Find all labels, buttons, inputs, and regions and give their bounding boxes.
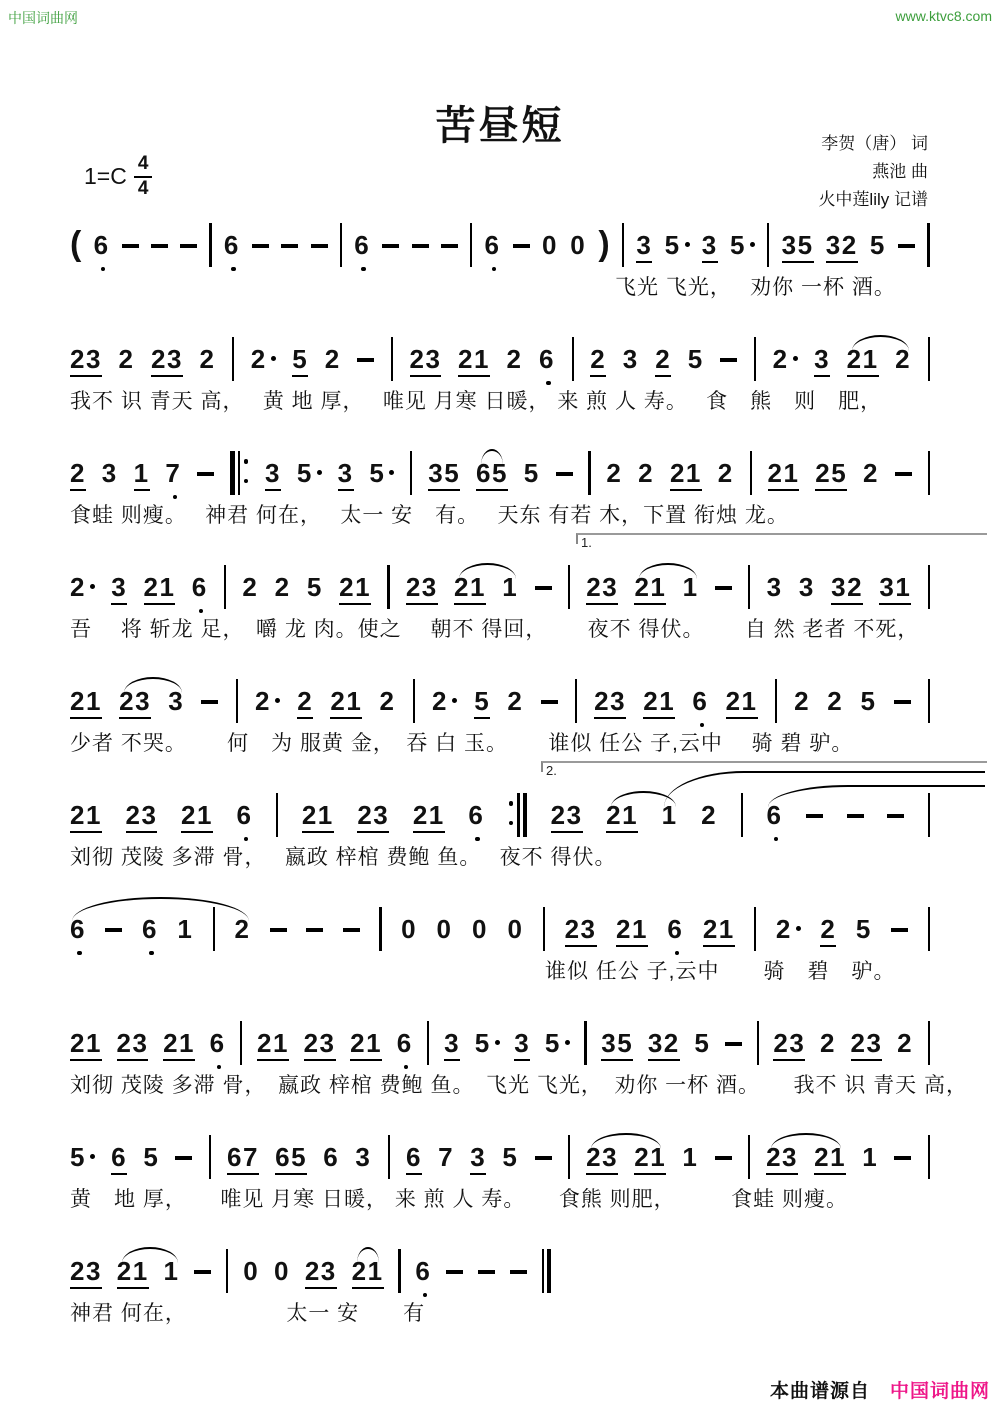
duration-dash — [270, 928, 287, 933]
note: 23 — [586, 574, 618, 605]
note: 21 — [70, 688, 102, 719]
note: 2 — [819, 1028, 836, 1058]
slur-arc — [852, 335, 909, 351]
note: 32 — [648, 1030, 680, 1061]
barline — [748, 565, 750, 609]
repeat-end-barline — [508, 793, 527, 833]
note: 23 — [119, 688, 151, 719]
note: 5 — [306, 572, 323, 602]
score-system — [70, 755, 930, 869]
note: 3 — [702, 232, 718, 263]
barline — [584, 1021, 586, 1065]
note: 6 — [111, 1144, 127, 1175]
note: 2 — [895, 344, 912, 374]
slur-arc — [768, 785, 985, 807]
duration-dash — [194, 1270, 211, 1275]
rest: 0 — [507, 914, 524, 944]
note: 23 — [151, 346, 183, 377]
note: 6 — [237, 802, 253, 833]
score-system — [70, 983, 969, 1097]
duration-dash — [720, 358, 737, 363]
time-denominator: 4 — [137, 177, 149, 199]
note: 23 — [304, 1030, 336, 1061]
duration-dash — [441, 244, 458, 249]
notation-line — [70, 983, 930, 1061]
note: 2 — [379, 686, 396, 716]
note: 2 — [432, 688, 457, 719]
note: 2 — [863, 458, 879, 488]
note: 5 — [694, 1028, 711, 1058]
note: 65 — [476, 460, 508, 491]
note: 23 — [117, 1030, 149, 1061]
score-system — [70, 527, 930, 641]
note: 3 — [101, 458, 118, 488]
note: 3 — [766, 572, 783, 602]
slur-arc — [122, 1247, 178, 1263]
note: 23 — [406, 574, 438, 605]
note: 21 — [181, 802, 213, 833]
note: 6 — [397, 1030, 413, 1061]
note: 3 — [265, 460, 281, 491]
site-name-link[interactable]: 中国词曲网 — [8, 10, 78, 26]
repeat-start-barline — [230, 451, 249, 491]
barline — [410, 451, 412, 495]
barline — [575, 679, 577, 723]
slur-arc — [771, 1133, 841, 1149]
barline — [572, 337, 574, 381]
note: 5 — [860, 686, 877, 716]
score-system — [70, 1211, 930, 1325]
duration-dash — [510, 1270, 527, 1275]
barline — [754, 337, 756, 381]
notation-line — [70, 185, 930, 263]
lyrics-line: 我不 识 青天 高， 黄 地 厚， 唯见 月寒 日暖， 来 煎 人 寿。 食 熊 则 肥， — [70, 390, 883, 413]
note: 21 — [163, 1030, 195, 1061]
barline — [775, 679, 777, 723]
slur-arc — [357, 1247, 379, 1263]
notation-line — [70, 1097, 930, 1175]
note: 5 — [545, 1030, 570, 1061]
score-system — [70, 1097, 930, 1211]
note: 2 — [776, 916, 801, 947]
duration-dash — [478, 1270, 495, 1275]
note: 23 — [565, 916, 597, 947]
parenthesis: ) — [598, 225, 610, 263]
duration-dash — [105, 928, 122, 933]
note: 1 — [134, 460, 150, 491]
duration-dash — [898, 244, 915, 249]
footer-source-text: 本曲谱源自 — [769, 1381, 870, 1402]
note: 3 — [444, 1030, 460, 1061]
barline — [750, 451, 752, 495]
note: 2 — [897, 1028, 914, 1058]
barline — [398, 1249, 400, 1293]
barline — [767, 223, 769, 267]
note: 25 — [815, 460, 847, 491]
note: 2 — [606, 458, 623, 488]
rest: 0 — [570, 230, 587, 260]
duration-dash — [412, 244, 429, 249]
note: 6 — [323, 1142, 340, 1172]
note: 23 — [851, 1030, 883, 1061]
slur-arc — [481, 449, 503, 465]
note: 67 — [227, 1144, 259, 1175]
note: 3 — [111, 574, 127, 605]
note: 3 — [338, 460, 354, 491]
note: 5 — [143, 1142, 160, 1172]
notation-line — [70, 641, 930, 719]
time-numerator: 4 — [134, 154, 153, 178]
note: 3 — [514, 1030, 530, 1061]
note: 2 — [274, 572, 291, 602]
note: 21 — [413, 802, 445, 833]
slur-arc — [639, 563, 697, 579]
note: 21 — [117, 1258, 149, 1289]
note: 23 — [357, 802, 389, 833]
note: 23 — [70, 1258, 102, 1289]
note: 2 — [590, 346, 606, 377]
note: 2 — [506, 344, 523, 374]
barline — [387, 565, 389, 609]
duration-dash — [343, 928, 360, 933]
note: 6 — [210, 1030, 226, 1061]
note: 6 — [766, 802, 782, 833]
duration-dash — [891, 928, 908, 933]
note: 23 — [126, 802, 158, 833]
lyrics-line: 飞光 飞光， 劝你 一杯 酒。 — [615, 276, 896, 299]
note: 3 — [622, 344, 639, 374]
note: 6 — [415, 1258, 431, 1289]
duration-dash — [175, 1156, 192, 1161]
note: 2 — [827, 686, 844, 716]
parenthesis: ( — [70, 225, 82, 263]
note: 5 — [687, 344, 704, 374]
note: 6 — [692, 688, 708, 719]
score-system — [70, 641, 930, 755]
note: 6 — [468, 802, 484, 833]
lyrics-line: 食蛙 则瘦。 神君 何在， 太一 安 有。 天东 有若 木，下置 衔烛 龙。 — [70, 504, 789, 527]
note: 7 — [165, 460, 181, 491]
note: 2 — [701, 800, 718, 830]
barline — [568, 1135, 570, 1179]
note: 2 — [199, 344, 216, 374]
barline — [427, 1021, 429, 1065]
slur-arc — [72, 897, 248, 921]
note: 6 — [354, 232, 370, 263]
duration-dash — [382, 244, 399, 249]
note: 23 — [594, 688, 626, 719]
barline — [757, 1021, 759, 1065]
note: 21 — [339, 574, 371, 605]
slur-arc — [591, 1133, 661, 1149]
score-system — [70, 869, 930, 983]
note: 5 — [292, 346, 308, 377]
note: 3 — [168, 686, 185, 716]
duration-dash — [887, 814, 904, 819]
notation-line — [70, 1211, 552, 1289]
duration-dash — [715, 586, 732, 591]
barline — [340, 223, 342, 267]
duration-dash — [197, 472, 214, 477]
barline — [240, 1021, 242, 1065]
note: 21 — [634, 574, 666, 605]
note: 21 — [144, 574, 176, 605]
rest: 0 — [436, 914, 453, 944]
score-system — [70, 185, 930, 299]
barline — [236, 679, 238, 723]
note: 2 — [242, 572, 259, 602]
duration-dash — [535, 586, 552, 591]
duration-dash — [715, 1156, 732, 1161]
duration-dash — [894, 1156, 911, 1161]
note: 23 — [305, 1258, 337, 1289]
barline — [391, 337, 393, 381]
note: 21 — [634, 1144, 666, 1175]
note: 35 — [601, 1030, 633, 1061]
note: 1 — [682, 1142, 699, 1172]
note: 7 — [438, 1142, 455, 1172]
barline — [470, 223, 472, 267]
note: 21 — [814, 1144, 846, 1175]
note: 6 — [406, 1144, 422, 1175]
note: 2 — [234, 914, 251, 944]
note: 5 — [502, 1142, 519, 1172]
barline — [568, 565, 570, 609]
transcriber-credit: 火中莲lily 记谱 — [818, 190, 928, 210]
note: 3 — [814, 346, 830, 377]
barline — [543, 907, 545, 951]
note: 2 — [773, 346, 798, 377]
note: 6 — [485, 232, 501, 263]
note: 2 — [70, 460, 86, 491]
duration-dash — [357, 358, 374, 363]
barline — [388, 1135, 390, 1179]
note: 1 — [163, 1256, 180, 1286]
note: 5 — [869, 230, 886, 260]
duration-dash — [894, 700, 911, 705]
barline — [224, 565, 226, 609]
notation-line — [70, 413, 930, 491]
note: 32 — [826, 232, 858, 263]
note: 21 — [847, 346, 879, 377]
note: 5 — [474, 688, 490, 719]
duration-dash — [725, 1042, 742, 1047]
volta-bracket: 1. — [576, 533, 987, 544]
note: 2 — [820, 916, 836, 947]
site-url-link[interactable]: www.ktvc8.com — [895, 8, 992, 24]
notation-line — [70, 869, 930, 947]
note: 2 — [655, 346, 671, 377]
note: 3 — [470, 1144, 486, 1175]
lyrics-line: 刘彻 茂陵 多滞 骨， 嬴政 梓棺 费鲍 鱼。 夜不 得伏。 — [70, 846, 617, 869]
note: 65 — [275, 1144, 307, 1175]
duration-dash — [895, 472, 912, 477]
note: 5 — [730, 232, 755, 263]
note: 3 — [355, 1142, 372, 1172]
rest: 0 — [243, 1256, 260, 1286]
note: 2 — [324, 344, 341, 374]
note: 23 — [586, 1144, 618, 1175]
duration-dash — [556, 472, 573, 477]
lyrics-line: 刘彻 茂陵 多滞 骨， 嬴政 梓棺 费鲍 鱼。 飞光 飞光， 劝你 一杯 酒。 我不 识 青天 高， — [70, 1074, 969, 1097]
note: 21 — [616, 916, 648, 947]
duration-dash — [306, 928, 323, 933]
lyrics-line: 吾 将 斩龙 足， 嚼 龙 肉。使之 朝不 得回， 夜不 得伏。 自 然 老者 不死， — [70, 618, 920, 641]
lyrics-line: 神君 何在， 太一 安 有 — [70, 1302, 426, 1325]
note: 5 — [475, 1030, 500, 1061]
note: 6 — [667, 916, 683, 947]
duration-dash — [201, 700, 218, 705]
duration-dash — [252, 244, 269, 249]
note: 21 — [643, 688, 675, 719]
note: 2 — [251, 346, 276, 377]
duration-dash — [847, 814, 864, 819]
note: 23 — [773, 1030, 805, 1061]
barline — [928, 679, 930, 723]
note: 21 — [70, 1030, 102, 1061]
song-title: 苦昼短 — [435, 104, 565, 148]
score — [70, 185, 969, 1325]
barline — [209, 223, 211, 267]
note: 2 — [638, 458, 655, 488]
note: 6 — [224, 232, 240, 263]
duration-dash — [151, 244, 168, 249]
barline — [226, 1249, 228, 1293]
note: 5 — [523, 458, 540, 488]
note: 2 — [255, 688, 280, 719]
notation-line — [70, 527, 930, 605]
barline — [927, 223, 929, 267]
note: 6 — [192, 574, 208, 605]
duration-dash — [806, 814, 823, 819]
note: 23 — [70, 346, 102, 377]
footer — [770, 1376, 990, 1403]
note: 21 — [352, 1258, 384, 1289]
note: 1 — [661, 800, 678, 830]
note: 21 — [703, 916, 735, 947]
footer-site-link[interactable]: 中国词曲网 — [889, 1381, 990, 1402]
note: 5 — [297, 460, 322, 491]
note: 21 — [768, 460, 800, 491]
barline — [928, 1021, 930, 1065]
composer-credit: 燕池 曲 — [872, 162, 928, 182]
duration-dash — [180, 244, 197, 249]
rest: 0 — [274, 1256, 290, 1286]
note: 23 — [766, 1144, 798, 1175]
lyrics-line: 少者 不哭。 何 为 服黄 金， 吞 白 玉。 谁似 任公 子,云中 骑 碧 驴。 — [70, 732, 854, 755]
note: 5 — [855, 914, 872, 944]
note: 21 — [330, 688, 362, 719]
duration-dash — [122, 244, 139, 249]
note: 1 — [177, 914, 194, 944]
note: 31 — [879, 574, 911, 605]
duration-dash — [281, 244, 298, 249]
note: 23 — [551, 802, 583, 833]
duration-dash — [311, 244, 328, 249]
barline — [754, 907, 756, 951]
lyrics-line: 谁似 任公 子,云中 骑 碧 驴。 — [545, 960, 896, 983]
note: 5 — [70, 1144, 95, 1175]
note: 21 — [70, 802, 102, 833]
note: 1 — [502, 572, 519, 602]
barline — [928, 907, 930, 951]
barline — [928, 1135, 930, 1179]
note: 2 — [297, 688, 313, 719]
note: 3 — [636, 232, 652, 263]
note: 3 — [798, 572, 815, 602]
barline — [209, 1135, 211, 1179]
barline — [928, 565, 930, 609]
note: 1 — [862, 1142, 879, 1172]
note: 2 — [794, 686, 811, 716]
barline — [232, 337, 234, 381]
note: 21 — [350, 1030, 382, 1061]
notation-line — [70, 755, 930, 833]
barline — [928, 451, 930, 495]
barline — [413, 679, 415, 723]
note: 21 — [302, 802, 334, 833]
rest: 0 — [472, 914, 488, 944]
note: 35 — [782, 232, 814, 263]
rest: 0 — [541, 230, 558, 260]
duration-dash — [541, 700, 558, 705]
note: 32 — [831, 574, 863, 605]
duration-dash — [446, 1270, 463, 1275]
note: 5 — [369, 460, 394, 491]
note: 5 — [665, 232, 690, 263]
note: 6 — [539, 346, 555, 377]
barline — [748, 1135, 750, 1179]
final-barline — [542, 1249, 552, 1289]
barline — [928, 337, 930, 381]
barline — [588, 451, 590, 495]
score-system — [70, 299, 930, 413]
duration-dash — [513, 244, 530, 249]
note: 21 — [454, 574, 486, 605]
slur-arc — [124, 677, 182, 693]
note: 2 — [717, 458, 734, 488]
score-system — [70, 413, 930, 527]
lyrics-line: 黄 地 厚， 唯见 月寒 日暖， 来 煎 人 寿。 食熊 则肥， 食蛙 则瘦。 — [70, 1188, 849, 1211]
note: 6 — [70, 916, 86, 947]
note: 6 — [142, 916, 158, 947]
slur-arc — [459, 563, 516, 579]
barline — [276, 793, 278, 837]
note: 21 — [726, 688, 758, 719]
barline — [622, 223, 624, 267]
note: 2 — [70, 574, 95, 605]
lyricist-credit: 李贺（唐） 词 — [821, 134, 928, 153]
barline — [379, 907, 381, 951]
duration-dash — [535, 1156, 552, 1161]
rest: 0 — [401, 914, 418, 944]
note: 35 — [428, 460, 460, 491]
note: 6 — [94, 232, 110, 263]
note: 21 — [606, 802, 638, 833]
note: 21 — [257, 1030, 289, 1061]
note: 2 — [507, 686, 524, 716]
notation-line — [70, 299, 930, 377]
note: 2 — [118, 344, 135, 374]
note: 1 — [682, 572, 699, 602]
note: 21 — [458, 346, 490, 377]
note: 21 — [670, 460, 702, 491]
key-label: 1=C — [84, 163, 127, 190]
note: 23 — [410, 346, 442, 377]
volta-bracket: 2. — [541, 761, 987, 772]
